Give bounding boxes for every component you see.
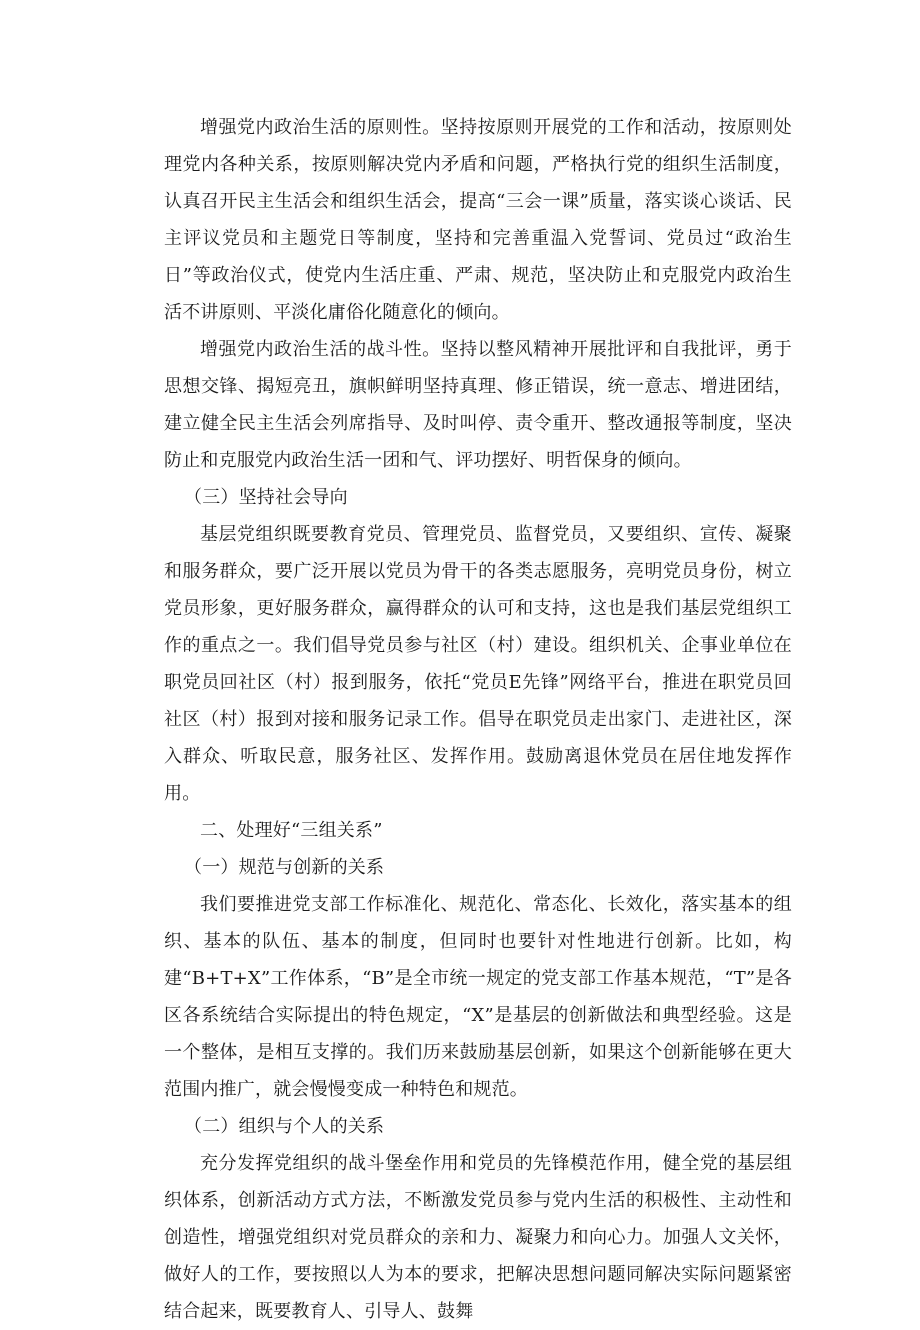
section-heading-three-relations: 二、处理好“三组关系”	[200, 820, 383, 841]
paragraph-principle: 增强党内政治生活的原则性。坚持按原则开展党的工作和活动，按原则处理党内各种关系，按原则解决党内矛盾和问题，严格执行党的组织生活制度，认真召开民主生活会和组织生活会，提高“三会一课”质量，落实谈心谈话、民主评议党员和主题党日等制度，坚持和完善重温入党誓词、党员过“政治生日”等政治仪式，使党内生活庄重、严肃、规范，坚决防止和克服党内政治生活不讲原则、平淡化庸俗化随意化的倾向。	[164, 117, 792, 323]
paragraph-organization-individual: 充分发挥党组织的战斗堡垒作用和党员的先锋模范作用，健全党的基层组织体系，创新活动方式方法，不断激发党员参与党内生活的积极性、主动性和创造性，增强党组织对党员群众的亲和力、凝聚力和向心力。加强人文关怀，做好人的工作，要按照以人为本的要求，把解决思想问题同解决实际问题紧密结合起来，既要教育人、引导人、鼓舞	[164, 1153, 792, 1322]
subheading-norm-innovation: （一）规范与创新的关系	[184, 857, 385, 878]
paragraph-social-orientation: 基层党组织既要教育党员、管理党员、监督党员，又要组织、宣传、凝聚和服务群众，要广泛开展以党员为骨干的各类志愿服务，亮明党员身份，树立党员形象，更好服务群众，赢得群众的认可和支持，这也是我们基层党组织工作的重点之一。我们倡导党员参与社区（村）建设。组织机关、企事业单位在职党员回社区（村）报到服务，依托“党员E先锋”网络平台，推进在职党员回社区（村）报到对接和服务记录工作。倡导在职党员走出家门、走进社区，深入群众、听取民意，服务社区、发挥作用。鼓励离退休党员在居住地发挥作用。	[164, 524, 792, 804]
subheading-organization-individual: （二）组织与个人的关系	[184, 1116, 385, 1137]
paragraph-combativeness: 增强党内政治生活的战斗性。坚持以整风精神开展批评和自我批评，勇于思想交锋、揭短亮丑，旗帜鲜明坚持真理、修正错误，统一意志、增进团结，建立健全民主生活会列席指导、及时叫停、责令重开、整改通报等制度，坚决防止和克服党内政治生活一团和气、评功摆好、明哲保身的倾向。	[164, 339, 792, 471]
document-body	[164, 109, 792, 1330]
subheading-social-orientation: （三）坚持社会导向	[184, 487, 348, 508]
paragraph-norm-innovation: 我们要推进党支部工作标准化、规范化、常态化、长效化，落实基本的组织、基本的队伍、基本的制度，但同时也要针对性地进行创新。比如，构建“B+T+X”工作体系，“B”是全市统一规定的党支部工作基本规范，“T”是各区各系统结合实际提出的特色规定，“X”是基层的创新做法和典型经验。这是一个整体，是相互支撑的。我们历来鼓励基层创新，如果这个创新能够在更大范围内推广，就会慢慢变成一种特色和规范。	[164, 894, 792, 1100]
